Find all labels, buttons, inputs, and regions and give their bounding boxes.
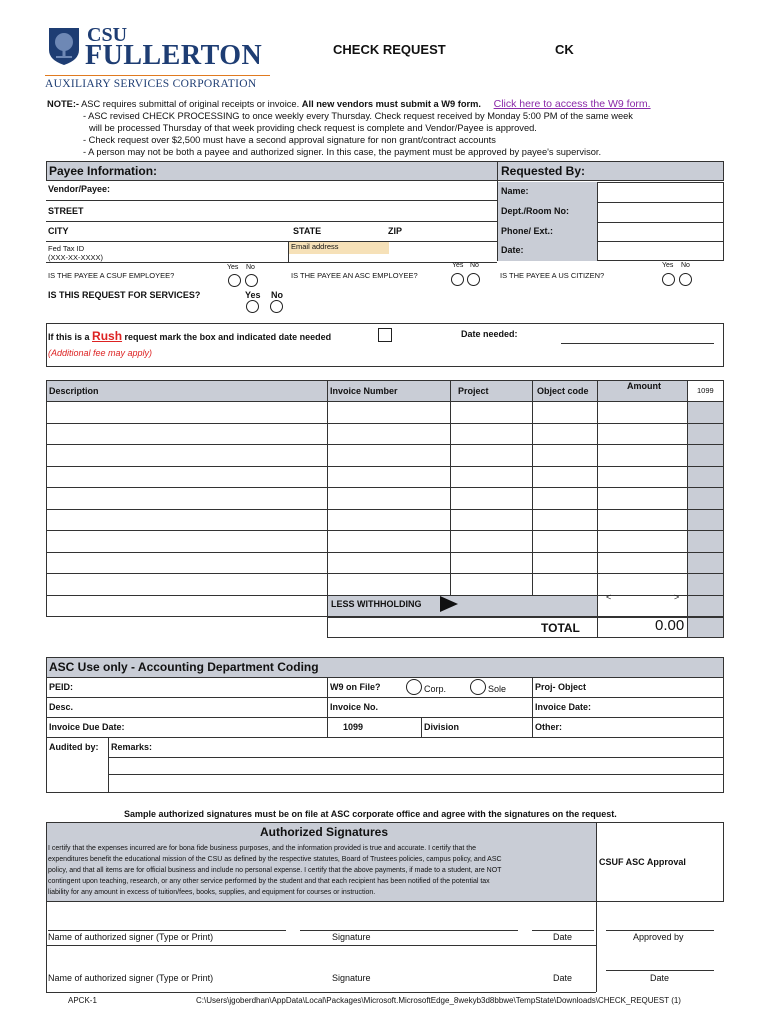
w9-corp-label: Corp.: [424, 684, 447, 694]
notes: [47, 98, 737, 158]
street-field[interactable]: STREET: [48, 206, 84, 216]
other-field[interactable]: Other:: [535, 722, 562, 732]
less-withholding-label: LESS WITHHOLDING: [331, 599, 422, 609]
signer1-name-label[interactable]: Name of authorized signer (Type or Print): [48, 932, 214, 942]
peid-field[interactable]: PEID:: [49, 682, 74, 692]
invoice-date-field[interactable]: Invoice Date:: [535, 702, 592, 712]
withholding-input[interactable]: [598, 596, 686, 616]
form-code: CK: [555, 42, 574, 57]
services-yes-radio[interactable]: [246, 300, 259, 313]
fed-tax-field[interactable]: Fed Tax ID (XXX-XX-XXXX): [48, 244, 104, 262]
us-citizen-question: IS THE PAYEE A US CITIZEN?: [500, 271, 605, 280]
w9-on-file-label: W9 on File?: [330, 682, 381, 692]
asc-employee-question: IS THE PAYEE AN ASC EMPLOYEE?: [291, 271, 418, 280]
signer2-signature-label[interactable]: Signature: [332, 973, 371, 983]
services-yes-label: Yes: [245, 290, 261, 300]
citizen-no-label: No: [681, 262, 690, 269]
withholding-gt: >: [674, 592, 680, 602]
note-line1b: All new vendors must submit a W9 form.: [301, 99, 482, 109]
asc-section-title: ASC Use only - Accounting Department Coding: [49, 660, 319, 674]
note-prefix: NOTE:-: [47, 99, 80, 109]
requester-name-input[interactable]: [598, 183, 723, 201]
note-line3: will be processed Thursday of that week providing check request is complete and Vendor/Payee is approved.: [89, 123, 537, 133]
form-id: APCK-1: [68, 996, 97, 1005]
col-1099: 1099: [697, 386, 714, 395]
phone-ext-label: Phone/ Ext.:: [501, 226, 554, 236]
services-no-label: No: [271, 290, 283, 300]
citizen-no-radio[interactable]: [679, 273, 692, 286]
note-line4: - Check request over $2,500 must have a second approval signature for non grant/contract accounts: [83, 135, 496, 145]
payee-section-title: Payee Information:: [49, 164, 158, 178]
signer2-date-label[interactable]: Date: [553, 973, 573, 983]
csuf-no-radio[interactable]: [245, 274, 258, 287]
signer2-name-label[interactable]: Name of authorized signer (Type or Print): [48, 973, 214, 983]
dept-room-input[interactable]: [598, 203, 723, 221]
services-question: IS THIS REQUEST FOR SERVICES?: [48, 290, 201, 300]
col-description: Description: [49, 386, 99, 396]
date-label: Date:: [501, 245, 524, 255]
proj-object-field[interactable]: Proj- Object: [535, 682, 587, 692]
withholding-lt: <: [606, 592, 612, 602]
certification-text: I certify that the expenses incurred are for bona fide business purposes, and the information provided is true and accurate. I certify that the expenditures benefit the educational mission of the CSU as defined by the respective statutes, Board of Trustees policies, campus policy, and ASC policy, and that all items are for official business and include no personal expense. I certify that the above payments, if made to a student, are NOT contingent upon teaching, research, or any other service performed by the student and that each recipient has been notified of the potential tax liability for any amount in excess of tuition/fees, books, supplies, and equipment for courses or instruction.: [48, 845, 502, 896]
logo: [45, 26, 275, 94]
w9-corp-radio[interactable]: [406, 679, 422, 695]
city-field[interactable]: CITY: [48, 226, 69, 236]
vendor-payee-field[interactable]: Vendor/Payee:: [48, 184, 111, 194]
csuf-employee-question: IS THE PAYEE A CSUF EMPLOYEE?: [48, 271, 175, 280]
file-path: C:\Users\jgoberdhan\AppData\Local\Packages\Microsoft.MicrosoftEdge_8wekyb3d8bbwe\TempState\Downloads\CHECK_REQUEST (1): [196, 996, 681, 1005]
asc-no-radio[interactable]: [467, 273, 480, 286]
total-value: 0.00: [655, 617, 685, 634]
services-no-radio[interactable]: [270, 300, 283, 313]
w9-sole-label: Sole: [488, 684, 507, 694]
signature-notice: Sample authorized signatures must be on file at ASC corporate office and agree with the signatures on the request.: [124, 809, 617, 819]
csuf-yes-radio[interactable]: [228, 274, 241, 287]
col-project: Project: [458, 386, 489, 396]
citizen-yes-radio[interactable]: [662, 273, 675, 286]
zip-field[interactable]: ZIP: [388, 226, 403, 236]
logo-asc: AUXILIARY SERVICES CORPORATION: [45, 78, 257, 90]
note-line5: - A person may not be both a payee and authorized signer. In this case, the payment must be approved by payee's supervisor.: [83, 147, 602, 157]
w9-form-link[interactable]: Click here to access the W9 form.: [493, 98, 651, 110]
col-amount: Amount: [627, 381, 661, 391]
desc-field[interactable]: Desc.: [49, 702, 74, 712]
signatures-section-title: Authorized Signatures: [260, 825, 389, 839]
requester-name-label: Name:: [501, 186, 529, 196]
total-label: TOTAL: [541, 621, 580, 635]
dept-room-label: Dept./Room No:: [501, 206, 569, 216]
division-field[interactable]: Division: [424, 722, 460, 732]
logo-fullerton: FULLERTON: [85, 40, 263, 71]
approved-by-label[interactable]: Approved by: [633, 932, 684, 942]
invoice-no-field[interactable]: Invoice No.: [330, 702, 379, 712]
remarks-field[interactable]: Remarks:: [111, 742, 153, 752]
csuf-asc-approval-label: CSUF ASC Approval: [599, 857, 686, 867]
rush-checkbox[interactable]: [378, 328, 392, 342]
date-input[interactable]: [598, 242, 723, 260]
logo-csu: CSU: [87, 24, 128, 46]
asc-1099-field[interactable]: 1099: [343, 722, 364, 732]
asc-yes-label: Yes: [452, 262, 464, 269]
invoice-due-date-field[interactable]: Invoice Due Date:: [49, 722, 125, 732]
arrow-right-icon: [440, 596, 458, 612]
requested-section-title: Requested By:: [501, 164, 586, 178]
asc-yes-radio[interactable]: [451, 273, 464, 286]
asc-no-label: No: [470, 262, 479, 269]
audited-by-field[interactable]: Audited by:: [49, 742, 99, 752]
email-field[interactable]: Email address: [289, 242, 389, 254]
w9-sole-radio[interactable]: [470, 679, 486, 695]
signer1-date-label[interactable]: Date: [553, 932, 573, 942]
signer1-signature-label[interactable]: Signature: [332, 932, 371, 942]
date-needed-input[interactable]: [561, 343, 714, 344]
note-line2: - ASC revised CHECK PROCESSING to once weekly every Thursday. Check request received by Monday 5:00 PM of the same week: [83, 111, 633, 121]
tree-seal-icon: [47, 26, 81, 66]
note-line1a: ASC requires submittal of original receipts or invoice.: [81, 99, 300, 109]
rush-fee-note: (Additional fee may apply): [48, 348, 153, 358]
rush-instruction: If this is a Rush request mark the box and indicated date needed: [48, 329, 332, 343]
col-object-code: Object code: [537, 386, 589, 396]
csuf-yes-label: Yes: [227, 264, 239, 271]
state-field[interactable]: STATE: [293, 226, 322, 236]
page-title: CHECK REQUEST: [333, 42, 446, 57]
date-needed-label: Date needed:: [461, 329, 518, 339]
citizen-yes-label: Yes: [662, 262, 674, 269]
rush-word: Rush: [92, 329, 123, 343]
csuf-no-label: No: [246, 264, 255, 271]
phone-ext-input[interactable]: [598, 223, 723, 240]
approval-date-label[interactable]: Date: [650, 973, 670, 983]
col-invoice-number: Invoice Number: [330, 386, 398, 396]
